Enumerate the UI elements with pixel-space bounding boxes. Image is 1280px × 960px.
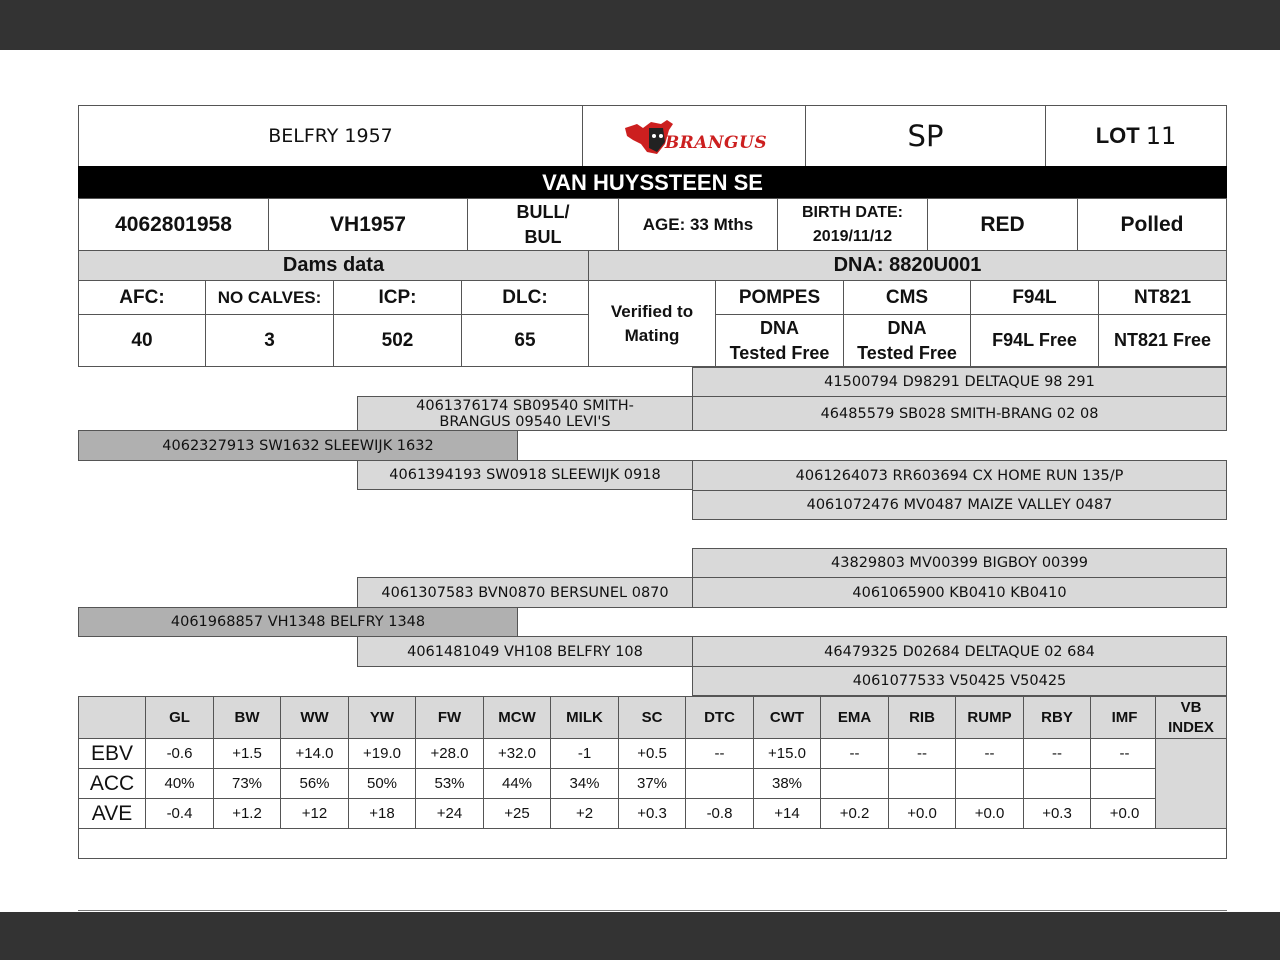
epd-header-milk: MILK [550, 696, 619, 739]
epd-header-rby: RBY [1023, 696, 1091, 739]
epd-footer-row [78, 828, 1227, 859]
epd-cell-ave-bw: +1.2 [213, 798, 281, 829]
dna-heading [588, 250, 1227, 281]
category: SP [907, 119, 944, 153]
dna-test-f94l-result [970, 314, 1099, 367]
epd-cell-ebv-cwt: +15.0 [753, 738, 821, 769]
pedigree-ssd [692, 396, 1227, 431]
age-cell [618, 198, 778, 251]
pedigree-sire-sire [357, 396, 693, 431]
pedigree-text: 46485579 SB028 SMITH-BRANG 02 08 [820, 405, 1099, 422]
birth-date-label: BIRTH DATE: [801, 203, 904, 221]
epd-cell-ebv-mcw: +32.0 [483, 738, 551, 769]
dams-header-calves [205, 280, 334, 315]
epd-cell-acc-dtc [685, 768, 754, 799]
dams-value-dlc [461, 314, 589, 367]
epd-cell-ave-imf: +0.0 [1090, 798, 1159, 829]
reg-number: 4062801958 [115, 212, 232, 236]
epd-header-gl: GL [145, 696, 214, 739]
dams-header-dlc [461, 280, 589, 315]
reg-number-cell [78, 198, 269, 251]
dams-value-afc [78, 314, 206, 367]
epd-cell-acc-mcw: 44% [483, 768, 551, 799]
epd-header-ema: EMA [820, 696, 889, 739]
dna-result-line1: NT821 Free [1113, 330, 1212, 350]
horn-status-cell [1077, 198, 1227, 251]
epd-cell-acc-imf [1090, 768, 1159, 799]
dams-header-label: AFC: [119, 286, 165, 308]
epd-header-imf: IMF [1090, 696, 1159, 739]
epd-row-label-acc: ACC [78, 768, 146, 799]
epd-corner-cell [78, 696, 146, 739]
horn-status: Polled [1120, 212, 1184, 236]
sex-line2: BUL [524, 226, 562, 247]
epd-cell-acc-bw: 73% [213, 768, 281, 799]
epd-cell-acc-fw: 53% [415, 768, 484, 799]
dams-data-title: Dams data [282, 254, 385, 276]
epd-cell-ave-milk: +2 [550, 798, 619, 829]
epd-cell-acc-gl: 40% [145, 768, 214, 799]
epd-header-rump: RUMP [955, 696, 1024, 739]
epd-cell-ebv-ema: -- [820, 738, 889, 769]
pedigree-text: 46479325 D02684 DELTAQUE 02 684 [824, 643, 1095, 660]
epd-header-dtc: DTC [685, 696, 754, 739]
pedigree-text: 4061481049 VH108 BELFRY 108 [407, 643, 643, 660]
pedigree-text: 41500794 D98291 DELTAQUE 98 291 [824, 374, 1095, 390]
colour-cell [927, 198, 1078, 251]
next-page-edge [78, 910, 1227, 911]
epd-cell-ebv-dtc: -- [685, 738, 754, 769]
pedigree-dss [692, 548, 1227, 578]
birth-date-cell [777, 198, 928, 251]
pedigree-sire [78, 430, 518, 461]
pedigree-text: 43829803 MV00399 BIGBOY 00399 [831, 555, 1088, 571]
epd-header-bw: BW [213, 696, 281, 739]
pedigree-text: 4062327913 SW1632 SLEEWIJK 1632 [162, 437, 434, 454]
epd-cell-acc-rib [888, 768, 956, 799]
epd-header-ww: WW [280, 696, 349, 739]
herd-id-cell [268, 198, 468, 251]
epd-header-fw: FW [415, 696, 484, 739]
epd-row-label-ebv: EBV [78, 738, 146, 769]
dna-test-cms-result [843, 314, 971, 367]
epd-cell-ebv-imf: -- [1090, 738, 1159, 769]
epd-header-mcw: MCW [483, 696, 551, 739]
pedigree-dam [78, 607, 518, 637]
epd-cell-ebv-rib: -- [888, 738, 956, 769]
dna-test-name: POMPES [738, 286, 821, 308]
brangus-logo-text: BRANGUS [664, 133, 768, 153]
epd-header-rib: RIB [888, 696, 956, 739]
epd-cell-acc-sc: 37% [618, 768, 686, 799]
pedigree-sds [692, 460, 1227, 491]
epd-cell-ave-cwt: +14 [753, 798, 821, 829]
dna-result-line1: DNA [887, 317, 927, 338]
dams-data-heading [78, 250, 589, 281]
epd-cell-ave-rby: +0.3 [1023, 798, 1091, 829]
owner-banner [78, 166, 1227, 199]
epd-cell-ave-dtc: -0.8 [685, 798, 754, 829]
epd-cell-acc-milk: 34% [550, 768, 619, 799]
epd-header-yw: YW [348, 696, 416, 739]
pedigree-ddd [692, 666, 1227, 696]
pedigree-sss [692, 367, 1227, 397]
epd-cell-ebv-gl: -0.6 [145, 738, 214, 769]
dna-test-nt821-header [1098, 280, 1227, 315]
epd-cell-acc-yw: 50% [348, 768, 416, 799]
dna-test-name: F94L [1012, 286, 1057, 308]
dna-title: DNA: 8820U001 [833, 254, 982, 276]
dna-test-pompes-result [715, 314, 844, 367]
lot-cell [1045, 105, 1227, 167]
dna-test-name: CMS [885, 286, 929, 308]
epd-row-label-ave: AVE [78, 798, 146, 829]
vb-index-value-cell [1155, 738, 1227, 829]
epd-cell-acc-cwt: 38% [753, 768, 821, 799]
epd-cell-ave-rib: +0.0 [888, 798, 956, 829]
pedigree-dds [692, 636, 1227, 667]
lot-number: 11 [1145, 122, 1177, 150]
epd-cell-ave-rump: +0.0 [955, 798, 1024, 829]
colour: RED [980, 212, 1025, 236]
verified-to-mating-cell [588, 280, 716, 367]
epd-cell-ebv-yw: +19.0 [348, 738, 416, 769]
pedigree-sire-dam [357, 460, 693, 490]
epd-cell-ebv-rump: -- [955, 738, 1024, 769]
dams-value: 65 [514, 329, 536, 351]
dna-test-cms-header [843, 280, 971, 315]
pedigree-text: 4061376174 SB09540 SMITH-BRANGUS 09540 LEVI'S [416, 397, 634, 430]
pedigree-text: 4061264073 RR603694 CX HOME RUN 135/P [795, 467, 1124, 484]
epd-cell-ave-ww: +12 [280, 798, 349, 829]
pedigree-text: 4061072476 MV0487 MAIZE VALLEY 0487 [806, 497, 1113, 513]
epd-cell-ebv-milk: -1 [550, 738, 619, 769]
dna-result-line1: F94L Free [992, 330, 1077, 350]
pedigree-text: 4061307583 BVN0870 BERSUNEL 0870 [381, 584, 669, 601]
viewer-top-bar [0, 0, 1280, 50]
epd-cell-ebv-bw: +1.5 [213, 738, 281, 769]
epd-cell-ave-mcw: +25 [483, 798, 551, 829]
verified-line2: Mating [624, 325, 680, 345]
viewer-bottom-bar [0, 912, 1280, 960]
dna-test-nt821-result [1098, 314, 1227, 367]
epd-cell-ave-ema: +0.2 [820, 798, 889, 829]
category-cell [805, 105, 1046, 167]
pedigree-text: 4061077533 V50425 V50425 [852, 673, 1067, 689]
verified-line1: Verified to [610, 301, 694, 321]
dna-test-name: NT821 [1133, 286, 1192, 308]
dna-result-line1: DNA [760, 317, 799, 338]
pedigree-text: 4061968857 VH1348 BELFRY 1348 [170, 614, 426, 630]
epd-cell-ebv-ww: +14.0 [280, 738, 349, 769]
lot-label: LOT [1095, 123, 1140, 148]
pedigree-sdd [692, 490, 1227, 520]
pedigree-text: 4061065900 KB0410 KB0410 [852, 584, 1067, 601]
pedigree-dam-sire [357, 577, 693, 608]
dams-header-label: ICP: [378, 286, 417, 308]
dams-value-icp [333, 314, 462, 367]
epd-cell-ave-yw: +18 [348, 798, 416, 829]
dams-value: 40 [131, 329, 153, 351]
epd-header-cwt: CWT [753, 696, 821, 739]
owner-name: VAN HUYSSTEEN SE [542, 169, 763, 195]
birth-date: 2019/11/12 [812, 227, 893, 245]
dams-header-label: NO CALVES: [217, 287, 322, 307]
epd-cell-acc-rby [1023, 768, 1091, 799]
epd-cell-ebv-sc: +0.5 [618, 738, 686, 769]
dna-result-line2: Tested Free [857, 342, 957, 363]
epd-cell-ave-fw: +24 [415, 798, 484, 829]
vb-index-header [1155, 696, 1227, 739]
age: AGE: 33 Mths [642, 214, 754, 234]
epd-cell-ebv-rby: -- [1023, 738, 1091, 769]
epd-cell-ave-gl: -0.4 [145, 798, 214, 829]
epd-header-sc: SC [618, 696, 686, 739]
pedigree-text: 4061394193 SW0918 SLEEWIJK 0918 [389, 467, 661, 483]
brangus-logo [582, 105, 806, 167]
epd-cell-acc-rump [955, 768, 1024, 799]
sex-line1: BULL/ [516, 201, 570, 222]
pedigree-dam-dam [357, 636, 693, 667]
vb-line1: VB [1180, 698, 1202, 716]
epd-cell-ebv-fw: +28.0 [415, 738, 484, 769]
vb-line2: INDEX [1168, 718, 1214, 736]
epd-cell-acc-ww: 56% [280, 768, 349, 799]
dna-result-line2: Tested Free [729, 342, 830, 363]
dna-test-pompes-header [715, 280, 844, 315]
dams-header-label: DLC: [502, 286, 548, 308]
pedigree-dsd [692, 577, 1227, 608]
epd-cell-acc-ema [820, 768, 889, 799]
dams-value: 3 [264, 329, 275, 351]
herd-id: VH1957 [330, 212, 406, 236]
epd-cell-ave-sc: +0.3 [618, 798, 686, 829]
animal-name: BELFRY 1957 [268, 125, 393, 147]
animal-name-cell [78, 105, 583, 167]
dams-value: 502 [381, 329, 414, 351]
dams-header-icp [333, 280, 462, 315]
sex-cell [467, 198, 619, 251]
dna-test-f94l-header [970, 280, 1099, 315]
dams-value-calves [205, 314, 334, 367]
dams-header-afc [78, 280, 206, 315]
